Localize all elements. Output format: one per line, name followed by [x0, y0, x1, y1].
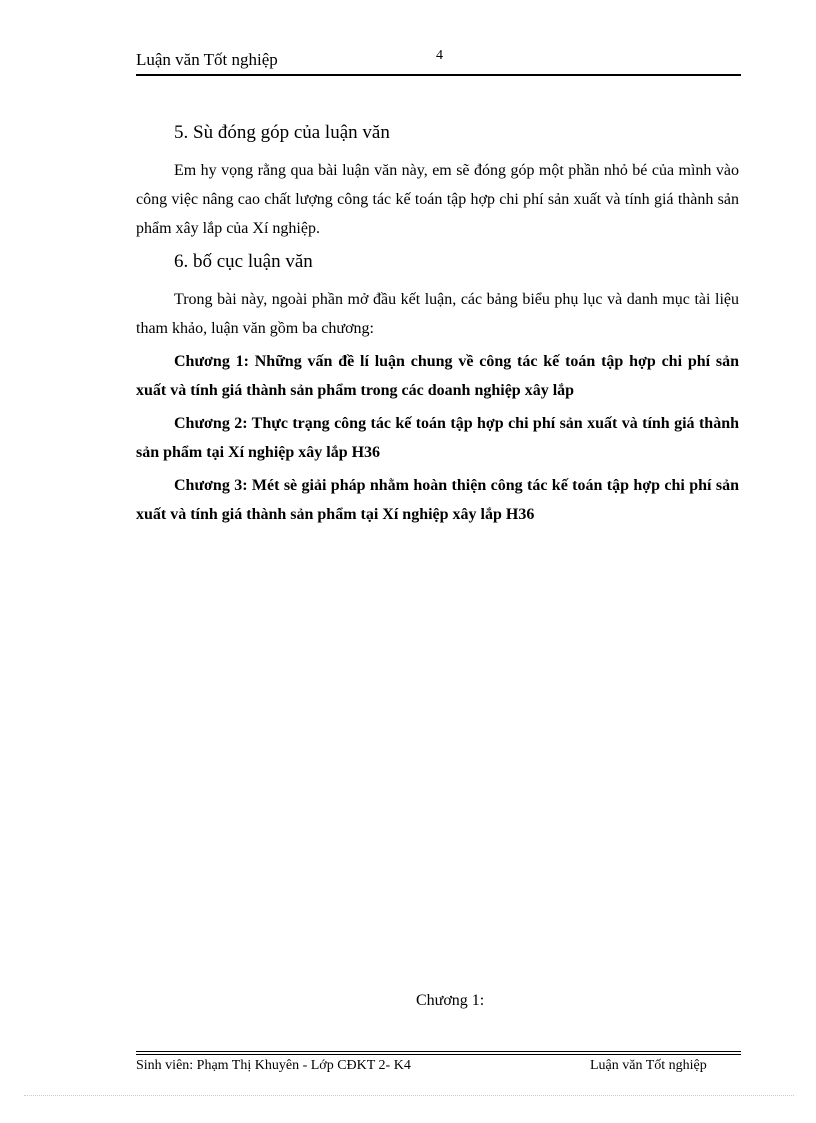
- header-title: Luận văn Tốt nghiệp: [136, 50, 278, 69]
- chapter-1-summary: Chương 1: Những vấn đề lí luận chung về công tác kế toán tập hợp chi phí sản xuất và tính giá thành sản phẩm trong các doanh nghiệp xây lắp: [136, 353, 739, 399]
- footer-title: Luận văn Tốt nghiệp: [590, 1058, 707, 1073]
- page-edge-divider: [24, 1095, 794, 1096]
- footer-divider: [136, 1051, 741, 1055]
- document-body: [136, 118, 739, 533]
- chapter-label: Chương 1:: [416, 992, 485, 1009]
- section-6-heading: 6. bố cục luận văn: [174, 251, 313, 272]
- section-5-paragraph: Em hy vọng rằng qua bài luận văn này, em sẽ đóng góp một phần nhỏ bé của mình vào công việc nâng cao chất lượng công tác kế toán tập hợp chi phí sản xuất và tính giá thành sản phẩm xây lắp của Xí nghiệp.: [136, 162, 739, 237]
- page-number: 4: [436, 48, 443, 63]
- page-header: [136, 46, 741, 76]
- chapter-3-summary: Chương 3: Mét sè giải pháp nhằm hoàn thiện công tác kế toán tập hợp chi phí sản xuất và tính giá thành sản phẩm tại Xí nghiệp xây lắp H36: [136, 477, 739, 523]
- section-5-heading: 5. Sù đóng góp của luận văn: [174, 122, 390, 143]
- section-6-paragraph: Trong bài này, ngoài phần mở đầu kết luận, các bảng biểu phụ lục và danh mục tài liệu tham khảo, luận văn gồm ba chương:: [136, 291, 739, 337]
- footer-student-info: Sinh viên: Phạm Thị Khuyên - Lớp CĐKT 2- K4: [136, 1058, 411, 1073]
- chapter-2-summary: Chương 2: Thực trạng công tác kế toán tập hợp chi phí sản xuất và tính giá thành sản phẩm tại Xí nghiệp xây lắp H36: [136, 415, 739, 461]
